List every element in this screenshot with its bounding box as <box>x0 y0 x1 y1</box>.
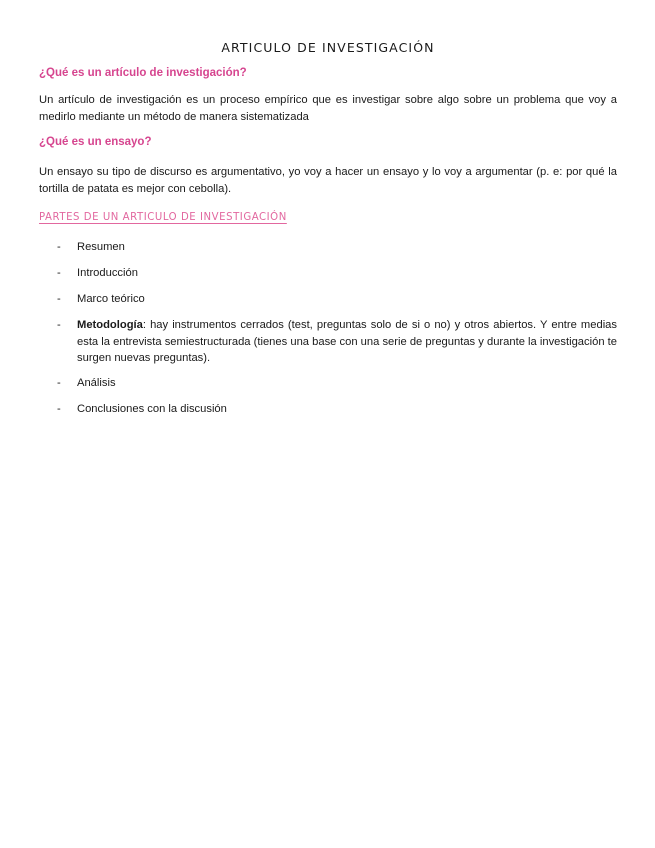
section-heading-parts: PARTES DE UN ARTICULO DE INVESTIGACIÓN <box>39 210 287 223</box>
paragraph-essay-definition: Un ensayo su tipo de discurso es argumentativo, yo voy a hacer un ensayo y lo voy a argumentar (p. e: por qué la tortilla de patata es mejor con cebolla). <box>39 166 617 195</box>
list-item-label: Análisis <box>77 377 116 389</box>
question-heading-article: ¿Qué es un artículo de investigación? <box>39 67 247 79</box>
document-title: ARTICULO DE INVESTIGACIÓN <box>221 40 435 55</box>
list-bullet: - <box>57 267 61 279</box>
list-item-label: Conclusiones con la discusión <box>77 403 227 415</box>
list-bullet: - <box>57 403 61 415</box>
list-bullet: - <box>57 293 61 305</box>
list-item-description: : hay instrumentos cerrados (test, preguntas solo de si o no) y otros abiertos. Y entre medias esta la entrevista semiestructurada (tienes una base con una serie de preguntas y durante la investigación te surgen nuevas preguntas). <box>77 319 617 364</box>
question-heading-essay: ¿Qué es un ensayo? <box>39 136 152 148</box>
paragraph-article-definition: Un artículo de investigación es un proceso empírico que es investigar sobre algo sobre un problema que voy a medirlo mediante un método de manera sistematizada <box>39 94 617 123</box>
list-item-label: Marco teórico <box>77 293 145 305</box>
list-bullet: - <box>57 241 61 253</box>
list-item-body <box>77 317 617 367</box>
list-bullet: - <box>57 377 61 389</box>
list-item-label: Metodología <box>77 319 143 331</box>
list-bullet: - <box>57 319 61 331</box>
list-item-label: Introducción <box>77 267 138 279</box>
list-item-label: Resumen <box>77 241 125 253</box>
